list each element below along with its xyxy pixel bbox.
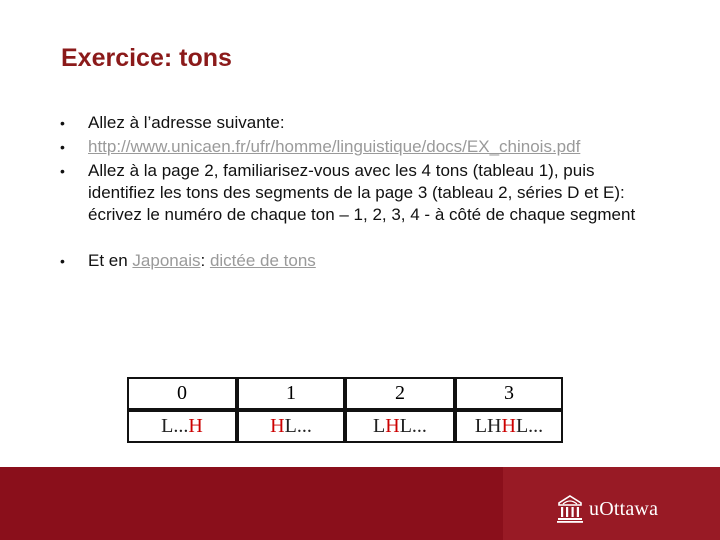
- bullet-item: [60, 136, 660, 158]
- tone-segment: L...: [161, 415, 189, 437]
- tone-pattern-table: [127, 377, 563, 443]
- table-header-cell: 1: [237, 377, 345, 410]
- tone-segment: H: [188, 415, 203, 437]
- table-header-cell: 3: [455, 377, 563, 410]
- table-cell: [455, 410, 563, 443]
- bullet-item: [60, 160, 660, 226]
- tone-segment: H: [385, 415, 400, 437]
- bullet-dot-icon: •: [60, 253, 65, 269]
- bullet-text: Et en: [88, 251, 133, 270]
- bullet-item: [60, 250, 660, 272]
- bullet-dot-icon: •: [60, 115, 65, 131]
- bullet-separator: :: [200, 251, 210, 270]
- table-header-row: [127, 377, 563, 410]
- bullet-list: [60, 112, 660, 274]
- pdf-link[interactable]: http://www.unicaen.fr/ufr/homme/linguistique/docs/EX_chinois.pdf: [88, 137, 581, 156]
- tone-segment: L...: [399, 415, 427, 437]
- table-cell: [127, 410, 237, 443]
- bullet-item: [60, 112, 660, 134]
- tone-segment: H: [270, 415, 285, 437]
- bullet-text: Allez à la page 2, familiarisez-vous avec les 4 tons (tableau 1), puis identifiez les tons des segments de la page 3 (tableau 2, séries D et E): écrivez le numéro de chaque ton – 1, 2, 3, 4 - à côté de chaque segment: [88, 161, 636, 224]
- tone-segment: L...: [284, 415, 312, 437]
- logo-text: uOttawa: [589, 497, 659, 520]
- table-cell: [345, 410, 455, 443]
- uottawa-logo: [557, 495, 658, 523]
- building-columns-icon: [557, 495, 583, 523]
- table-header-cell: 2: [345, 377, 455, 410]
- tone-segment: H: [501, 415, 516, 437]
- japonais-link[interactable]: Japonais: [132, 251, 201, 270]
- dictee-de-tons-link[interactable]: dictée de tons: [209, 251, 316, 270]
- tone-segment: L: [373, 415, 386, 437]
- table-header-cell: 0: [127, 377, 237, 410]
- table-row: [127, 410, 563, 443]
- bullet-dot-icon: •: [60, 139, 65, 155]
- tone-segment: LH: [474, 415, 502, 437]
- bullet-dot-icon: •: [60, 163, 65, 179]
- bullet-text: Allez à l’adresse suivante:: [88, 113, 285, 132]
- table-cell: [237, 410, 345, 443]
- tone-segment: L...: [515, 415, 544, 437]
- slide-title: Exercice: tons: [61, 44, 232, 72]
